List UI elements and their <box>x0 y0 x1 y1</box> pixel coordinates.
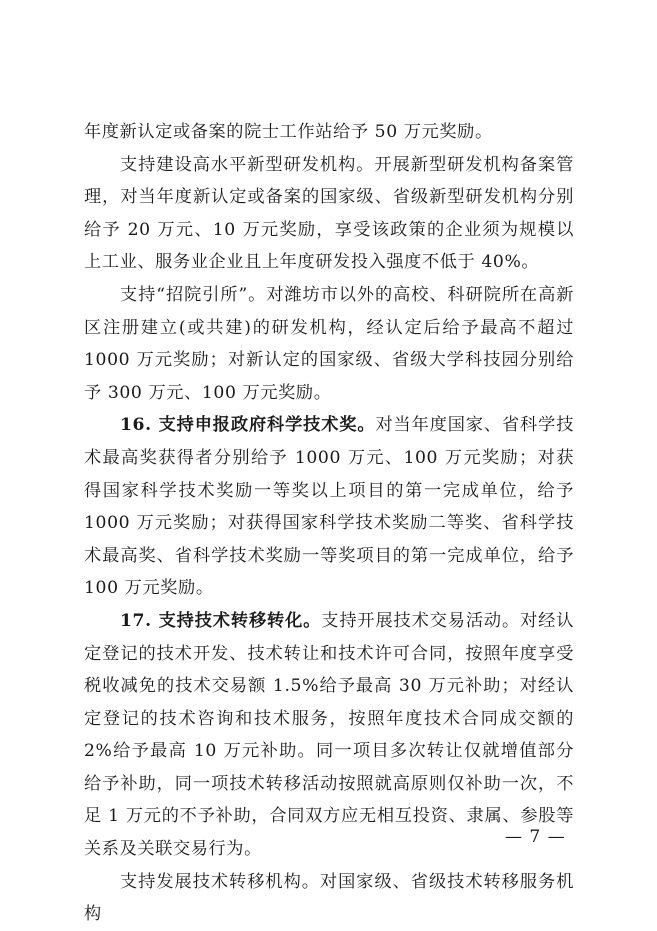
paragraph-5 <box>84 605 574 866</box>
paragraph-4-text: 对当年度国家、省科学技术最高奖获得者分别给予 1000 万元、100 万元奖励；对获得国家科学技术奖励一等奖以上项目的第一完成单位，给予 1000 万元奖励；对获得国家科学技术奖励二等奖、省科学技术最高奖、省科学技术奖励一等奖项目的第一完成单位，给予 100 万元奖励。 <box>84 415 574 599</box>
paragraph-1 <box>84 116 574 149</box>
paragraph-2 <box>84 149 574 279</box>
paragraph-6-text: 支持发展技术转移机构。对国家级、省级技术转移服务机构 <box>84 871 574 925</box>
paragraph-3-text: 支持“招院引所”。对潍坊市以外的高校、科研院所在高新区注册建立(或共建)的研发机构，经认定后给予最高不超过 1000 万元奖励；对新认定的国家级、省级大学科技园分别给予 300 万元、100 万元奖励。 <box>84 284 574 403</box>
page-number: — 7 — <box>505 827 566 847</box>
section-16-heading: 16. 支持申报政府科学技术奖。 <box>120 415 376 436</box>
paragraph-3 <box>84 279 574 409</box>
section-17-heading: 17. 支持技术转移转化。 <box>120 610 322 631</box>
paragraph-5-text: 支持开展技术交易活动。对经认定登记的技术开发、技术转让和技术许可合同，按照年度享受税收减免的技术交易额 1.5%给予最高 30 万元补助；对经认定登记的技术咨询和技术服务，按照年度技术合同成交额的 2%给予最高 10 万元补助。同一项目多次转让仅就增值部分给予补助，同一项技术转移活动按照就高原则仅补助一次，不足 1 万元的不予补助，合同双方应无相互投资、隶属、参股等关系及关联交易行为。 <box>84 610 575 860</box>
paragraph-1-text: 年度新认定或备案的院士工作站给予 50 万元奖励。 <box>84 122 493 142</box>
paragraph-2-text: 支持建设高水平新型研发机构。开展新型研发机构备案管理，对当年度新认定或备案的国家级、省级新型研发机构分别给予 20 万元、10 万元奖励，享受该政策的企业须为规模以上工业、服务业企业且上年度研发投入强度不低于 40%。 <box>84 154 574 273</box>
paragraph-6 <box>84 866 574 931</box>
document-body <box>84 116 574 931</box>
paragraph-4 <box>84 409 574 605</box>
